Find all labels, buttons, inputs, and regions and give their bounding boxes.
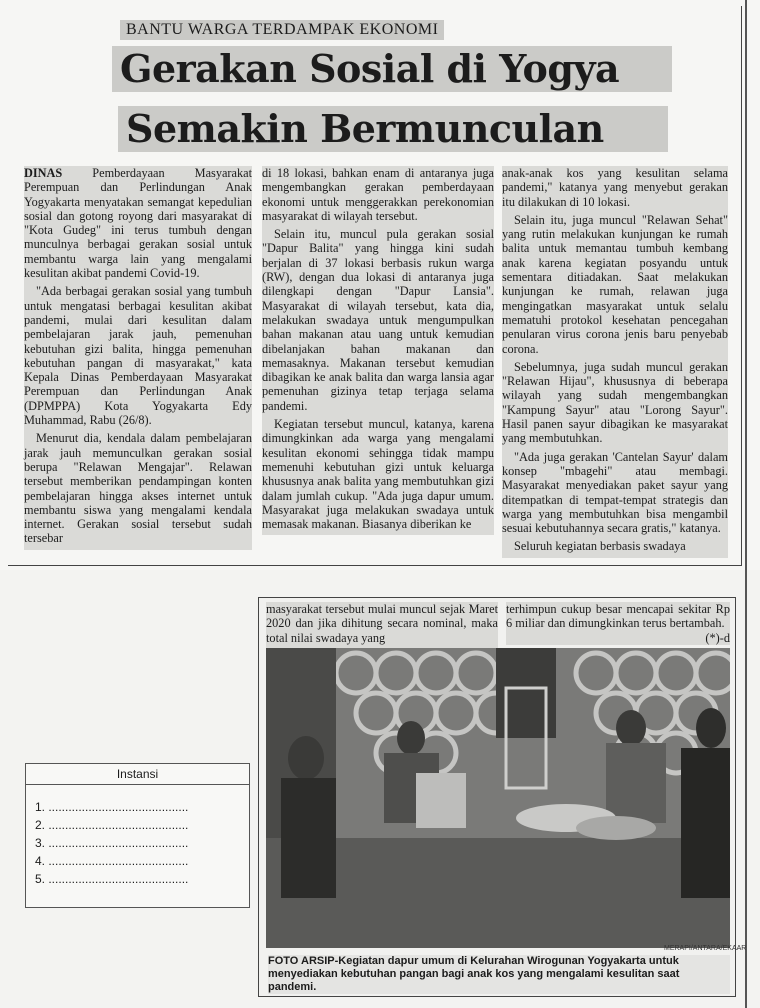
paragraph: di 18 lokasi, bahkan enam di antaranya juga mengembangkan gerakan pemberdayaan ekonomi untuk menggerakkan perekonomian masyarakat di wilayah tersebut.	[262, 166, 494, 223]
article-column-3	[502, 166, 728, 558]
lead-word: DINAS	[24, 166, 63, 180]
article-column-1	[24, 166, 252, 550]
paragraph: Seluruh kegiatan berbasis swadaya	[514, 539, 686, 554]
article-photo	[266, 648, 730, 948]
paragraph: Selain itu, juga muncul "Relawan Sehat" yang rutin melakukan kunjungan ke rumah balita untuk memantau tumbuh kembang anak karena kegiatan posyandu untuk sementara ditiadakan. Saat melakukan kunjungan ke rumah, relawan juga mengingatkan masyarakat untuk selalu mematuhi protokol kesehatan pencegahan penularan virus corona jenis baru penyebab corona.	[502, 212, 728, 356]
article-column-2	[262, 166, 494, 535]
paragraph: Selain itu, muncul pula gerakan sosial "Dapur Balita" yang hingga kini sudah berjalan di 37 lokasi berbasis rukun warga (RW), dengan dua lokasi di antaranya juga dilengkapi dengan "Dapur Lansia". Masyarakat di wilayah tersebut, kata dia, melakukan swadaya untuk mengumpulkan bahan makanan atau uang untuk kemudian dibelanjakan bahan makanan dan memasaknya. Makanan tersebut kemudian dibagikan ke anak balita dan warga lansia agar pemenuhan gizinya tetap terjaga selama pandemi.	[262, 227, 494, 413]
photo-credit: MERAPI/ANTARA/EKAAR	[664, 945, 747, 952]
form-row-2[interactable]: 2. ..........................................	[35, 818, 189, 832]
article-column-4	[266, 602, 498, 649]
paragraph: masyarakat tersebut mulai muncul sejak Maret 2020 dan jika dihitung secara nominal, maka total nilai swadaya yang	[266, 602, 498, 645]
paragraph: anak-anak kos yang kesulitan selama pandemi," katanya yang menyebut gerakan itu dilakukan di 10 lokasi.	[502, 166, 728, 209]
headline-line-1: Gerakan Sosial di Yogya	[112, 46, 672, 92]
author-sign: (*)-d	[705, 630, 730, 645]
form-row-3[interactable]: 3. ..........................................	[35, 836, 189, 850]
photo-caption: FOTO ARSIP-Kegiatan dapur umum di Kelurahan Wirogunan Yogyakarta untuk menyediakan kebutuhan pangan bagi anak kos yang mengalami kesulitan saat pandemi.	[268, 955, 730, 994]
paragraph	[24, 166, 252, 280]
paragraph-text: Pemberdayaan Masyarakat Perempuan dan Perlindungan Anak Yogyakarta menyatakan semangat kepedulian sosial dan gotong royong dari masyarakat di "Kota Gudeg" ini terus tumbuh dengan munculnya berbagai gerakan sosial untuk membantu warga lain yang mengalami kesulitan akibat pandemi Covid-19.	[24, 166, 252, 281]
headline-line-2: Semakin Bermunculan	[118, 106, 668, 152]
paragraph	[506, 602, 730, 645]
paragraph: Kegiatan tersebut muncul, katanya, karena dimungkinkan ada warga yang mengalami kesulitan ekonomi sehingga tidak mampu memenuhi kebutuhan gizi untuk keluarga khususnya anak balita yang membutuhkan gizi dalam jumlah cukup. "Ada juga dapur umum. Masyarakat juga melakukan swadaya untuk memasak makanan. Biasanya diberikan ke	[262, 417, 494, 532]
paragraph: "Ada berbagai gerakan sosial yang tumbuh untuk mengatasi berbagai kesulitan akibat pandemi, mulai dari kesulitan dalam pembelajaran jarak jauh, pemenuhan kebutuhan gizi balita, hingga pemenuhan kebutuhan pangan di masyarakat," kata Kepala Dinas Pemberdayaan Masyarakat Perempuan dan Perlindungan Anak (DPMPPA) Kota Yogyakarta Edy Muhammad, Rabu (26/8).	[24, 284, 252, 428]
paragraph-text: terhimpun cukup besar mencapai sekitar Rp 6 miliar dan dimungkinkan terus bertambah.	[506, 602, 730, 631]
form-row-5[interactable]: 5. ..........................................	[35, 872, 189, 886]
paragraph: "Ada juga gerakan 'Cantelan Sayur' dalam konsep "mbagehi" atau membagi. Masyarakat menyediakan paket sayur yang ditempatkan di tempat-tempat strategis dan warga yang membutuhkan bisa mengambil sesuai kebutuhannya secara gratis," katanya.	[502, 449, 728, 536]
article-column-5	[506, 602, 730, 645]
paragraph: Menurut dia, kendala dalam pembelajaran jarak jauh memunculkan gerakan sosial berupa "Relawan Mengajar". Relawan tersebut memberikan pendampingan konten pembelajaran hingga akses internet untuk membantu siswa yang mengalami kendala internet. Gerakan sosial tersebut sudah tersebar	[24, 431, 252, 546]
article-kicker: BANTU WARGA TERDAMPAK EKONOMI	[120, 20, 444, 40]
form-title: Instansi	[26, 764, 249, 785]
paragraph: Sebelumnya, juga sudah muncul gerakan "Relawan Hijau", khususnya di beberapa wilayah yang sudah mengembangkan "Kampung Sayur" atau "Lorong Sayur". Hasil panen sayur dibagikan ke masyarakat yang membutuhkan.	[502, 359, 728, 446]
form-row-4[interactable]: 4. ..........................................	[35, 854, 189, 868]
photo-illustration	[266, 648, 730, 948]
form-row-1[interactable]: 1. ..........................................	[35, 800, 189, 814]
instansi-form	[25, 763, 250, 908]
page-border-line	[745, 0, 747, 1008]
